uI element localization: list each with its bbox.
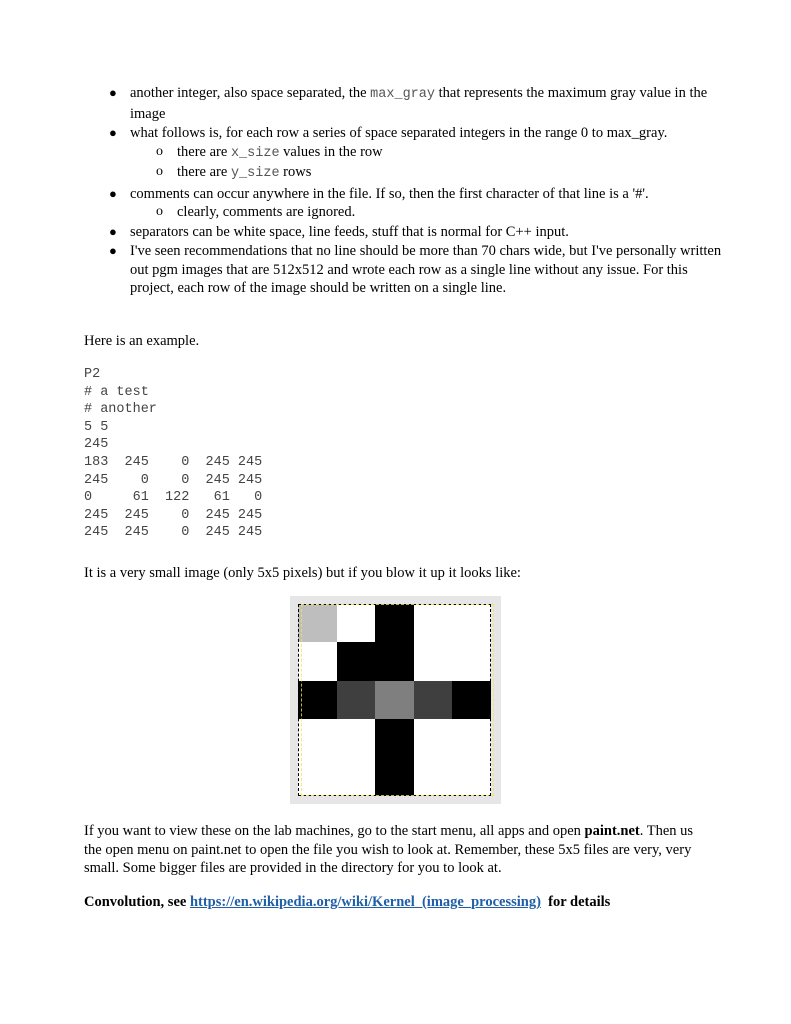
bullet-dot-icon: ● (109, 125, 117, 140)
pixel-cell (375, 604, 414, 642)
code-line: 245 (84, 437, 109, 453)
bullet-text: another integer, also space separated, the (130, 85, 371, 101)
bullet-item (84, 185, 724, 222)
wikipedia-kernel-link[interactable]: https://en.wikipedia.org/wiki/Kernel_(image_processing) (189, 894, 541, 910)
pixel-cell (375, 642, 414, 680)
sub-bullet-circle-icon: o (156, 143, 163, 159)
pixel-cell (414, 642, 453, 680)
pixel-grid (298, 604, 491, 796)
bullet-dot-icon: ● (109, 223, 117, 239)
bullet-text: separators can be white space, line feeds, stuff that is normal for C++ input. (130, 223, 569, 240)
pixel-cell (337, 604, 376, 642)
pixel-cell (375, 758, 414, 796)
code-line: # a test (84, 384, 149, 400)
bullet-dot-icon: ● (109, 185, 117, 201)
sub-bullet-item (84, 163, 724, 184)
pixel-cell (414, 604, 453, 642)
sub-bullet-text: values in the row (279, 143, 383, 160)
bullet-item (84, 84, 724, 123)
bullet-text: comments can occur anywhere in the file. If so, then the first character of that line is a '#'. (130, 185, 649, 202)
view-text: . Then us the open menu on paint.net to open the file you wish to look at. Remember, these 5x5 files are very, very small. Some bigger files are provided in the directory for you to look at. (84, 823, 694, 876)
sub-bullet-item (84, 203, 724, 222)
paint-net-name: paint.net (584, 823, 640, 839)
pixel-cell (337, 642, 376, 680)
pixel-cell (414, 758, 453, 796)
pixel-cell (375, 719, 414, 757)
code-line: 245 245 0 245 245 (84, 507, 263, 523)
pixel-cell (337, 719, 376, 757)
pixel-cell (298, 681, 337, 719)
pixel-cell (452, 758, 491, 796)
convolution-suffix: for details (540, 894, 611, 910)
pixel-cell (298, 719, 337, 757)
view-text: If you want to view these on the lab machines, go to the start menu, all apps and open (84, 823, 585, 839)
pixel-cell (375, 681, 414, 719)
sub-bullet-text: rows (279, 164, 312, 180)
bullet-text: what follows is, for each row a series of space separated integers in the range 0 to max_gray. (130, 125, 668, 141)
code-line: # another (84, 402, 157, 418)
bullet-text: I've seen recommendations that no line should be more than 70 chars wide, but I've personally written out pgm images that are 512x512 and wrote each row as a single line without any issue. For this project, each row of the image should be written on a single line. (130, 243, 722, 296)
pixel-cell (452, 681, 491, 719)
inline-code: y_size (230, 166, 280, 181)
pixel-cell (414, 719, 453, 757)
sub-bullet-circle-icon: o (156, 204, 163, 219)
pixel-cell (452, 604, 491, 642)
code-line: 183 245 0 245 245 (84, 454, 263, 470)
pgm-example-code (84, 366, 262, 542)
sub-bullet-circle-icon: o (156, 164, 163, 179)
pixel-cell (452, 642, 491, 680)
inline-code: max_gray (370, 87, 435, 102)
code-line: 245 0 0 245 245 (84, 472, 263, 488)
pixel-cell (298, 642, 337, 680)
format-bullet-list (84, 84, 724, 299)
bullet-text: that represents the maximum gray value in the image (130, 85, 708, 122)
sub-bullet-item (84, 143, 724, 164)
bullet-dot-icon: ● (109, 85, 117, 100)
convolution-label: Convolution, see (84, 894, 190, 910)
pixel-cell (298, 758, 337, 796)
pixel-cell (337, 681, 376, 719)
bullet-item (84, 124, 724, 184)
code-line: 0 61 122 61 0 (84, 490, 263, 506)
pixel-cell (337, 758, 376, 796)
inline-code: x_size (230, 145, 280, 161)
figure-intro: It is a very small image (only 5x5 pixels) but if you blow it up it looks like: (84, 565, 521, 581)
example-intro: Here is an example. (84, 333, 200, 349)
enlarged-image-figure (290, 596, 501, 804)
pixel-cell (414, 681, 453, 719)
bullet-item (84, 223, 724, 242)
pixel-cell (452, 719, 491, 757)
sub-bullet-text: there are (177, 164, 231, 180)
code-line: 5 5 (84, 419, 109, 435)
bullet-item (84, 242, 724, 298)
convolution-line (84, 893, 714, 912)
pixel-cell (298, 604, 337, 642)
code-line: 245 245 0 245 245 (84, 525, 263, 541)
code-line: P2 (84, 367, 101, 382)
bullet-dot-icon: ● (109, 243, 117, 258)
sub-bullet-text: clearly, comments are ignored. (177, 204, 356, 220)
view-instructions (84, 822, 708, 878)
sub-bullet-text: there are (177, 143, 231, 160)
